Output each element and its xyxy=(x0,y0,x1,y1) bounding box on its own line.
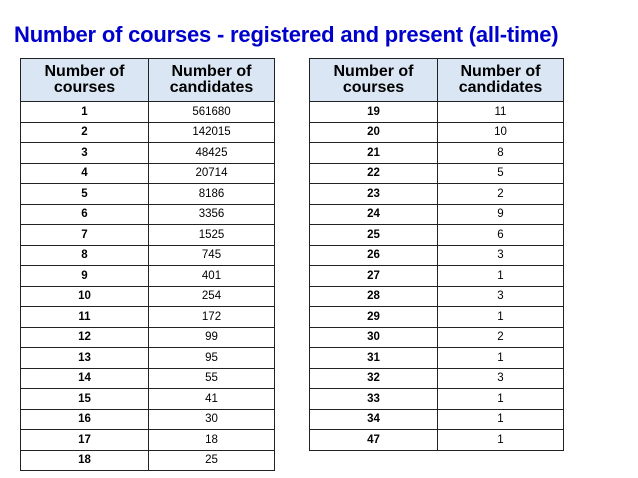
table-row xyxy=(21,204,275,225)
candidates-cell: 2 xyxy=(438,327,564,348)
candidates-cell: 20714 xyxy=(149,163,275,184)
table-row xyxy=(310,409,564,430)
courses-cell: 9 xyxy=(21,266,149,287)
courses-cell: 11 xyxy=(21,307,149,328)
table-row xyxy=(21,430,275,451)
candidates-cell: 10 xyxy=(438,122,564,143)
table-row xyxy=(21,348,275,369)
candidates-cell: 5 xyxy=(438,163,564,184)
candidates-cell: 254 xyxy=(149,286,275,307)
courses-cell: 32 xyxy=(310,368,438,389)
table-row xyxy=(21,286,275,307)
table-row xyxy=(21,327,275,348)
table-row xyxy=(310,430,564,451)
courses-cell: 16 xyxy=(21,409,149,430)
table-row xyxy=(310,163,564,184)
table-row xyxy=(310,389,564,410)
courses-cell: 31 xyxy=(310,348,438,369)
table-row xyxy=(21,102,275,123)
candidates-cell: 2 xyxy=(438,184,564,205)
table-row xyxy=(310,307,564,328)
courses-cell: 8 xyxy=(21,245,149,266)
courses-cell: 22 xyxy=(310,163,438,184)
candidates-cell: 95 xyxy=(149,348,275,369)
courses-cell: 18 xyxy=(21,450,149,471)
courses-cell: 25 xyxy=(310,225,438,246)
candidates-cell: 41 xyxy=(149,389,275,410)
table-row xyxy=(310,122,564,143)
candidates-cell: 8 xyxy=(438,143,564,164)
candidates-cell: 11 xyxy=(438,102,564,123)
candidates-cell: 3 xyxy=(438,368,564,389)
header-number-of-candidates: Number of candidates xyxy=(438,59,564,102)
table-row xyxy=(310,327,564,348)
courses-cell: 27 xyxy=(310,266,438,287)
candidates-cell: 3 xyxy=(438,286,564,307)
candidates-cell: 1525 xyxy=(149,225,275,246)
courses-cell: 19 xyxy=(310,102,438,123)
header-number-of-courses: Number of courses xyxy=(310,59,438,102)
candidates-cell: 1 xyxy=(438,266,564,287)
table-row xyxy=(21,245,275,266)
courses-cell: 6 xyxy=(21,204,149,225)
table-row xyxy=(21,389,275,410)
candidates-cell: 18 xyxy=(149,430,275,451)
candidates-cell: 1 xyxy=(438,389,564,410)
courses-table-right xyxy=(309,58,564,451)
courses-cell: 28 xyxy=(310,286,438,307)
candidates-cell: 401 xyxy=(149,266,275,287)
candidates-cell: 1 xyxy=(438,307,564,328)
table-row xyxy=(310,204,564,225)
table-row xyxy=(21,307,275,328)
table-row xyxy=(21,184,275,205)
courses-cell: 26 xyxy=(310,245,438,266)
candidates-cell: 745 xyxy=(149,245,275,266)
table-header-row xyxy=(21,59,275,102)
courses-cell: 14 xyxy=(21,368,149,389)
courses-cell: 30 xyxy=(310,327,438,348)
table-row xyxy=(21,163,275,184)
courses-cell: 34 xyxy=(310,409,438,430)
table-header-row xyxy=(310,59,564,102)
courses-cell: 4 xyxy=(21,163,149,184)
candidates-cell: 1 xyxy=(438,348,564,369)
candidates-cell: 1 xyxy=(438,430,564,451)
candidates-cell: 30 xyxy=(149,409,275,430)
courses-cell: 23 xyxy=(310,184,438,205)
courses-cell: 17 xyxy=(21,430,149,451)
courses-cell: 13 xyxy=(21,348,149,369)
page-title: Number of courses - registered and present (all-time) xyxy=(14,22,559,47)
courses-cell: 47 xyxy=(310,430,438,451)
courses-cell: 29 xyxy=(310,307,438,328)
courses-table-left xyxy=(20,58,275,471)
table-row xyxy=(21,225,275,246)
table-row xyxy=(310,225,564,246)
candidates-cell: 9 xyxy=(438,204,564,225)
table-row xyxy=(310,102,564,123)
courses-cell: 24 xyxy=(310,204,438,225)
table-row xyxy=(21,266,275,287)
table-row xyxy=(310,184,564,205)
candidates-cell: 99 xyxy=(149,327,275,348)
courses-cell: 5 xyxy=(21,184,149,205)
table-row xyxy=(310,286,564,307)
table-row xyxy=(21,143,275,164)
courses-cell: 15 xyxy=(21,389,149,410)
courses-cell: 12 xyxy=(21,327,149,348)
courses-cell: 20 xyxy=(310,122,438,143)
candidates-cell: 8186 xyxy=(149,184,275,205)
courses-cell: 7 xyxy=(21,225,149,246)
table-row xyxy=(310,143,564,164)
courses-cell: 33 xyxy=(310,389,438,410)
candidates-cell: 3356 xyxy=(149,204,275,225)
courses-cell: 3 xyxy=(21,143,149,164)
courses-cell: 21 xyxy=(310,143,438,164)
table-row xyxy=(21,368,275,389)
candidates-cell: 172 xyxy=(149,307,275,328)
table-row xyxy=(21,409,275,430)
header-number-of-candidates: Number of candidates xyxy=(149,59,275,102)
candidates-cell: 1 xyxy=(438,409,564,430)
candidates-cell: 25 xyxy=(149,450,275,471)
candidates-cell: 142015 xyxy=(149,122,275,143)
table-row xyxy=(310,348,564,369)
header-number-of-courses: Number of courses xyxy=(21,59,149,102)
candidates-cell: 48425 xyxy=(149,143,275,164)
candidates-cell: 6 xyxy=(438,225,564,246)
courses-cell: 10 xyxy=(21,286,149,307)
table-row xyxy=(21,122,275,143)
table-row xyxy=(310,368,564,389)
table-row xyxy=(310,266,564,287)
table-row xyxy=(21,450,275,471)
candidates-cell: 561680 xyxy=(149,102,275,123)
candidates-cell: 3 xyxy=(438,245,564,266)
table-row xyxy=(310,245,564,266)
courses-cell: 2 xyxy=(21,122,149,143)
courses-cell: 1 xyxy=(21,102,149,123)
candidates-cell: 55 xyxy=(149,368,275,389)
